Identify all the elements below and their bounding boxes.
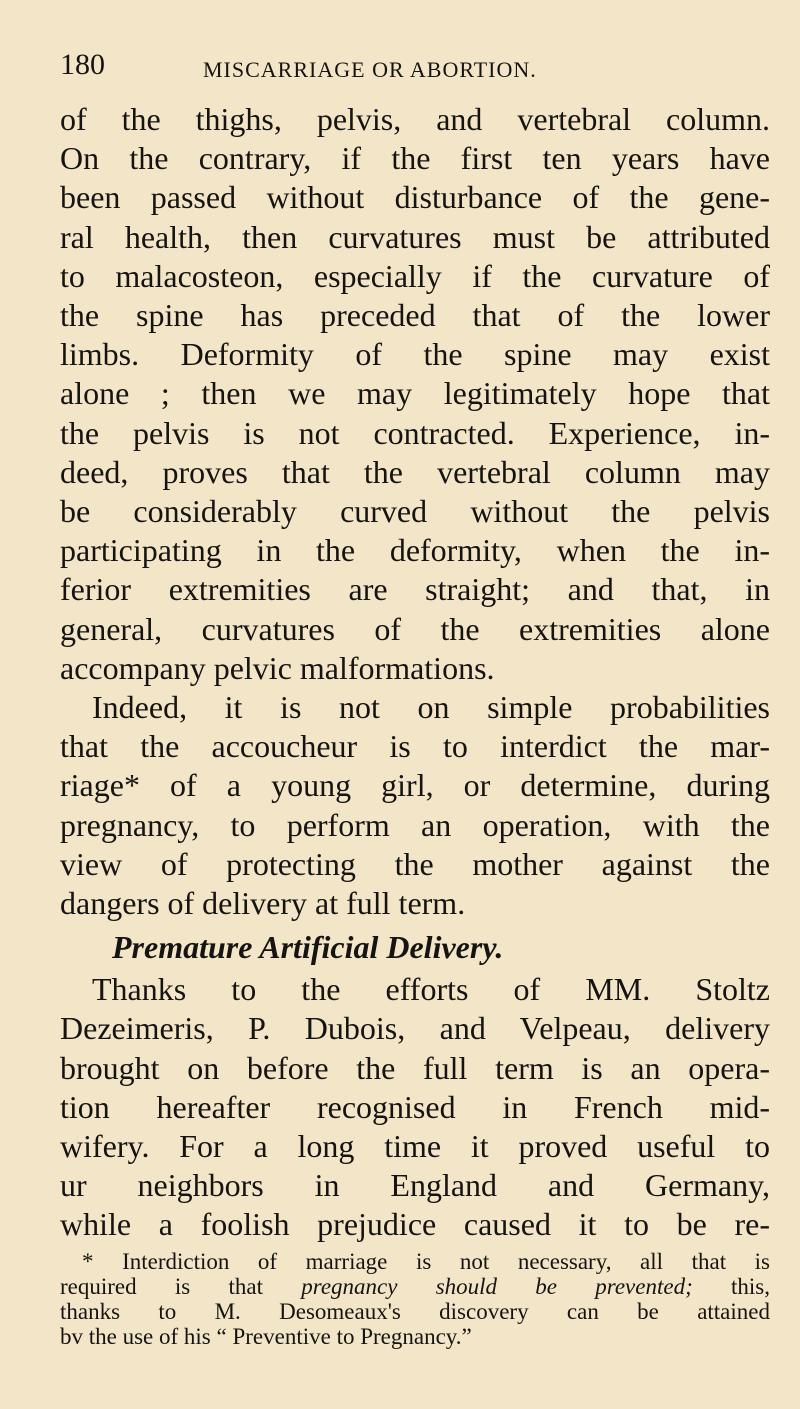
text-line: pregnancy, to perform an operation, with the	[60, 806, 770, 843]
footnote-line	[60, 1274, 770, 1299]
text-line: On the contrary, if the first ten years have	[60, 140, 770, 177]
footnote-line: * Interdiction of marriage is not necessary, all that is	[82, 1248, 770, 1274]
text-line: general, curvatures of the extremities alone	[60, 610, 770, 647]
footnote-line: thanks to M. Desomeaux's discovery can be attained	[60, 1298, 770, 1324]
footnote-text: required is that	[60, 1273, 302, 1299]
text-line: been passed without disturbance of the gene-	[60, 179, 770, 216]
text-line: ur neighbors in England and Germany,	[60, 1167, 770, 1204]
text-line: the spine has preceded that of the lower	[60, 297, 770, 334]
paragraph-3	[60, 970, 770, 1244]
text-line: while a foolish prejudice caused it to be re-	[60, 1206, 770, 1243]
text-line: tion hereafter recognised in French mid-	[60, 1088, 770, 1125]
body-text	[60, 100, 770, 1349]
footnote	[60, 1249, 770, 1349]
text-line: deed, proves that the vertebral column may	[60, 453, 770, 490]
text-line: ferior extremities are straight; and that, in	[60, 571, 770, 608]
text-line: riage* of a young girl, or determine, during	[60, 767, 770, 804]
running-title: MISCARRIAGE OR ABORTION.	[203, 57, 537, 82]
paragraph-1	[60, 100, 770, 688]
text-line: accompany pelvic malformations.	[60, 649, 495, 686]
text-line: alone ; then we may legitimately hope that	[60, 375, 770, 412]
footnote-text: this,	[692, 1273, 770, 1299]
text-line: to malacosteon, especially if the curvature of	[60, 257, 770, 294]
section-heading: Premature Artificial Delivery.	[112, 929, 504, 966]
text-line: be considerably curved without the pelvis	[60, 493, 770, 530]
running-head	[60, 0, 780, 100]
page-number: 180	[60, 48, 105, 81]
text-line: Thanks to the efforts of MM. Stoltz	[92, 971, 770, 1008]
text-line: brought on before the full term is an opera-	[60, 1049, 770, 1086]
text-line: of the thighs, pelvis, and vertebral column.	[60, 101, 770, 137]
text-line: dangers of delivery at full term.	[60, 885, 466, 922]
text-line: view of protecting the mother against the	[60, 845, 770, 882]
text-line: the pelvis is not contracted. Experience, in-	[60, 414, 770, 451]
text-line: Dezeimeris, P. Dubois, and Velpeau, delivery	[60, 1010, 770, 1047]
text-line: limbs. Deformity of the spine may exist	[60, 336, 770, 373]
footnote-line: bv the use of his “ Preventive to Pregnancy.”	[60, 1323, 472, 1349]
text-line: Indeed, it is not on simple probabilities	[92, 689, 770, 726]
text-line: wifery. For a long time it proved useful to	[60, 1128, 770, 1165]
footnote-emphasis: pregnancy should be prevented;	[301, 1273, 693, 1299]
text-line: participating in the deformity, when the in-	[60, 532, 770, 569]
paragraph-2	[60, 688, 770, 923]
text-line: ral health, then curvatures must be attributed	[60, 218, 770, 255]
text-line: that the accoucheur is to interdict the mar-	[60, 728, 770, 765]
